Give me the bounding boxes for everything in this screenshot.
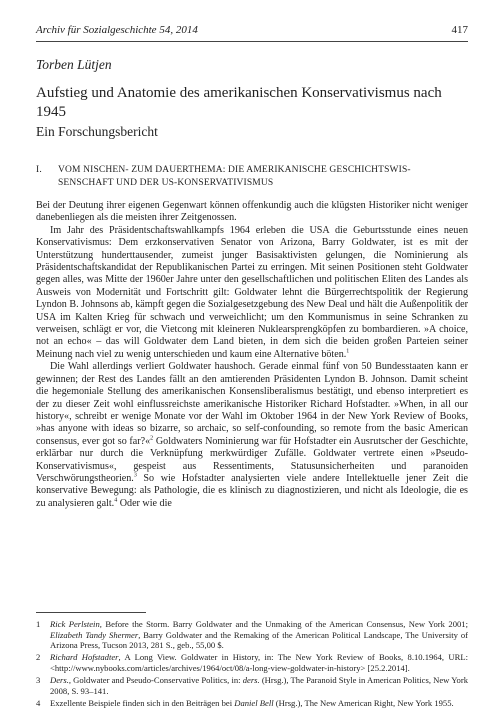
section-number: I. [36,165,42,175]
paragraph-1: Bei der Deutung ihrer eigenen Gegenwart können offenkundig auch die klügsten Historiker nicht weniger danebenliegen als die meisten ihrer Zeitgenossen. [36,200,468,224]
article-title: Aufstieg und Anatomie des amerikanischen Konservativismus nach 1945 [36,85,442,120]
page-number: 417 [451,24,468,36]
paragraph-2-text: Im Jahr des Präsidentschaftswahlkampfs 1964 erleben die USA die Geburtsstunde eines neuen Konservativismus: Dem erzkonservativen Senator von Arizona, Barry Goldwater, ist es mit der Unterstützung hunderttausender, zumeist junger Basisaktivisten gelungen, die Nominierung als Präsidentschaftskandidat der Republikanischen Partei zu erringen. Mit seinen Positionen steht Goldwater gegen alles, was Mitte der 1960er Jahre unter den gesellschaftlichen und politischen Eliten des Landes als Ausweis von Modernität und Fortschritt gilt: Goldwater lehnt die Bürgerrechtspolitik der Regierung Lyndon B. Johnsons ab, kämpft gegen die Sozialgesetzgebung des New Deal und hält die Außenpolitik der USA im Kalten Krieg für schwach und verweichlicht; um den Kommunismus in seine Schranken zu verweisen, schlägt er vor, die Vietcong mit kleineren Nuklearsprengköpfen zu bombardieren. »A choice, not an echo« – das will Goldwater dem Land bieten, in dem sich die beiden großen Parteien seiner Meinung nach viel zu wenig unterschieden und kaum eine Alternative böten. [36,224,468,360]
footnote-author: Elizabeth Tandy Shermer [50,629,139,640]
footnote-number: 2 [36,652,41,663]
footnote-ref-3[interactable]: 3 [133,472,137,479]
footnote-author: Richard Hofstadter [50,652,119,663]
footnote-ref-1[interactable]: 1 [346,348,350,355]
body-text [36,200,468,510]
footnote-author: Daniel Bell [234,697,274,708]
footnote [36,675,468,696]
footnote-number: 4 [36,697,41,708]
footnote-text: (Hrsg.), The New American Right, New York 1955. [273,697,454,708]
footnote [36,652,468,673]
footnote-text: (Hrsg.), The Paranoid Style in American Politics, New York 2008, S. 93–141. [50,675,468,696]
footnote [36,619,468,651]
section-heading [36,164,468,190]
footnote [36,698,468,709]
paragraph-3-text-b: Goldwaters Nominierung war für Hofstadter ein Ausrutscher der Geschichte, erklärbar nur durch die Verknüpfung merkwürdiger Zufälle. Goldwater vertrete einen »Pseudo-Konservativismus«, gespeist aus Ressentiments, Statusunsicherheiten und paranoiden Verschwörungstheorien. [36,435,468,484]
footnote-rule [36,612,146,613]
paragraph-3 [36,361,468,510]
footnotes [36,619,468,710]
article-subtitle: Ein Forschungsbericht [36,124,158,139]
footnote-ref-4[interactable]: 4 [114,497,118,504]
article-author: Torben Lütjen [36,57,112,72]
section-heading-line2: SENSCHAFT UND DER US-KONSERVATIVISMUS [58,178,274,188]
footnote-number: 1 [36,619,41,629]
paragraph-3-text-c: So wie Hofstadter analysierten viele andere Intellektuelle jener Zeit die konservative Bewegung: als Pathologie, die es klinisch zu diagnostizieren, und nicht als Ideologie, die es zu analysieren galt. [36,472,468,509]
footnote-number: 3 [36,675,41,686]
header-rule [36,41,468,42]
footnote-author: ders. [242,675,260,686]
footnote-ref-2[interactable]: 2 [150,435,154,442]
footnote-text: Exzellente Beispiele finden sich in den Beiträgen bei [50,697,235,708]
footnote-text: , Before the Storm. Barry Goldwater and the Unmaking of the American Consensus, New York 2001; [99,619,468,629]
section-heading-line1: VOM NISCHEN- ZUM DAUERTHEMA: DIE AMERIKANISCHE GESCHICHTSWIS- [58,165,411,175]
footnote-text: , A Long View. Goldwater in History, in: The New York Review of Books, 8.10.1964, URL: <http://www.nybooks.com/articles/archives/1964/oct/08/a-long-view-goldwater-in-history> [25.2.2014]. [50,652,468,673]
footnote-author: Rick Perlstein [50,619,100,629]
footnote-author: Ders. [50,675,69,686]
paragraph-3-text-d: Oder wie die [117,497,172,509]
paragraph-2 [36,225,468,361]
footnote-text: , Goldwater and Pseudo-Conservative Politics, in: [68,675,243,686]
journal-title: Archiv für Sozialgeschichte 54, 2014 [36,24,198,36]
paragraph-3-text-a: Die Wahl allerdings verliert Goldwater haushoch. Gerade einmal fünf von 50 Bundesstaaten kann er gewinnen; der Rest des Landes fällt an den amtierenden Präsidenten Lyndon B. Johnson. Damit scheint die hegemoniale Stellung des amerikanischen Konsensliberalismus bestätigt, und ebenso interpretiert es der zu dieser Zeit wohl einflussreichste amerikanische Historiker Richard Hofstadter. »When, in all our history«, schreibt er wenige Monate vor der Wahl im Oktober 1964 in der New York Review of Books, »has anyone with ideas so bizarre, so archaic, so self-confounding, so remote from the basic American consensus, ever got so far?« [36,361,468,447]
footnote-text: , Barry Goldwater and the Remaking of the American Political Landscape, The University of Arizona Press, Tucson 2013, 281 S., geb., 55,00 $. [50,629,469,651]
running-header [36,24,468,36]
